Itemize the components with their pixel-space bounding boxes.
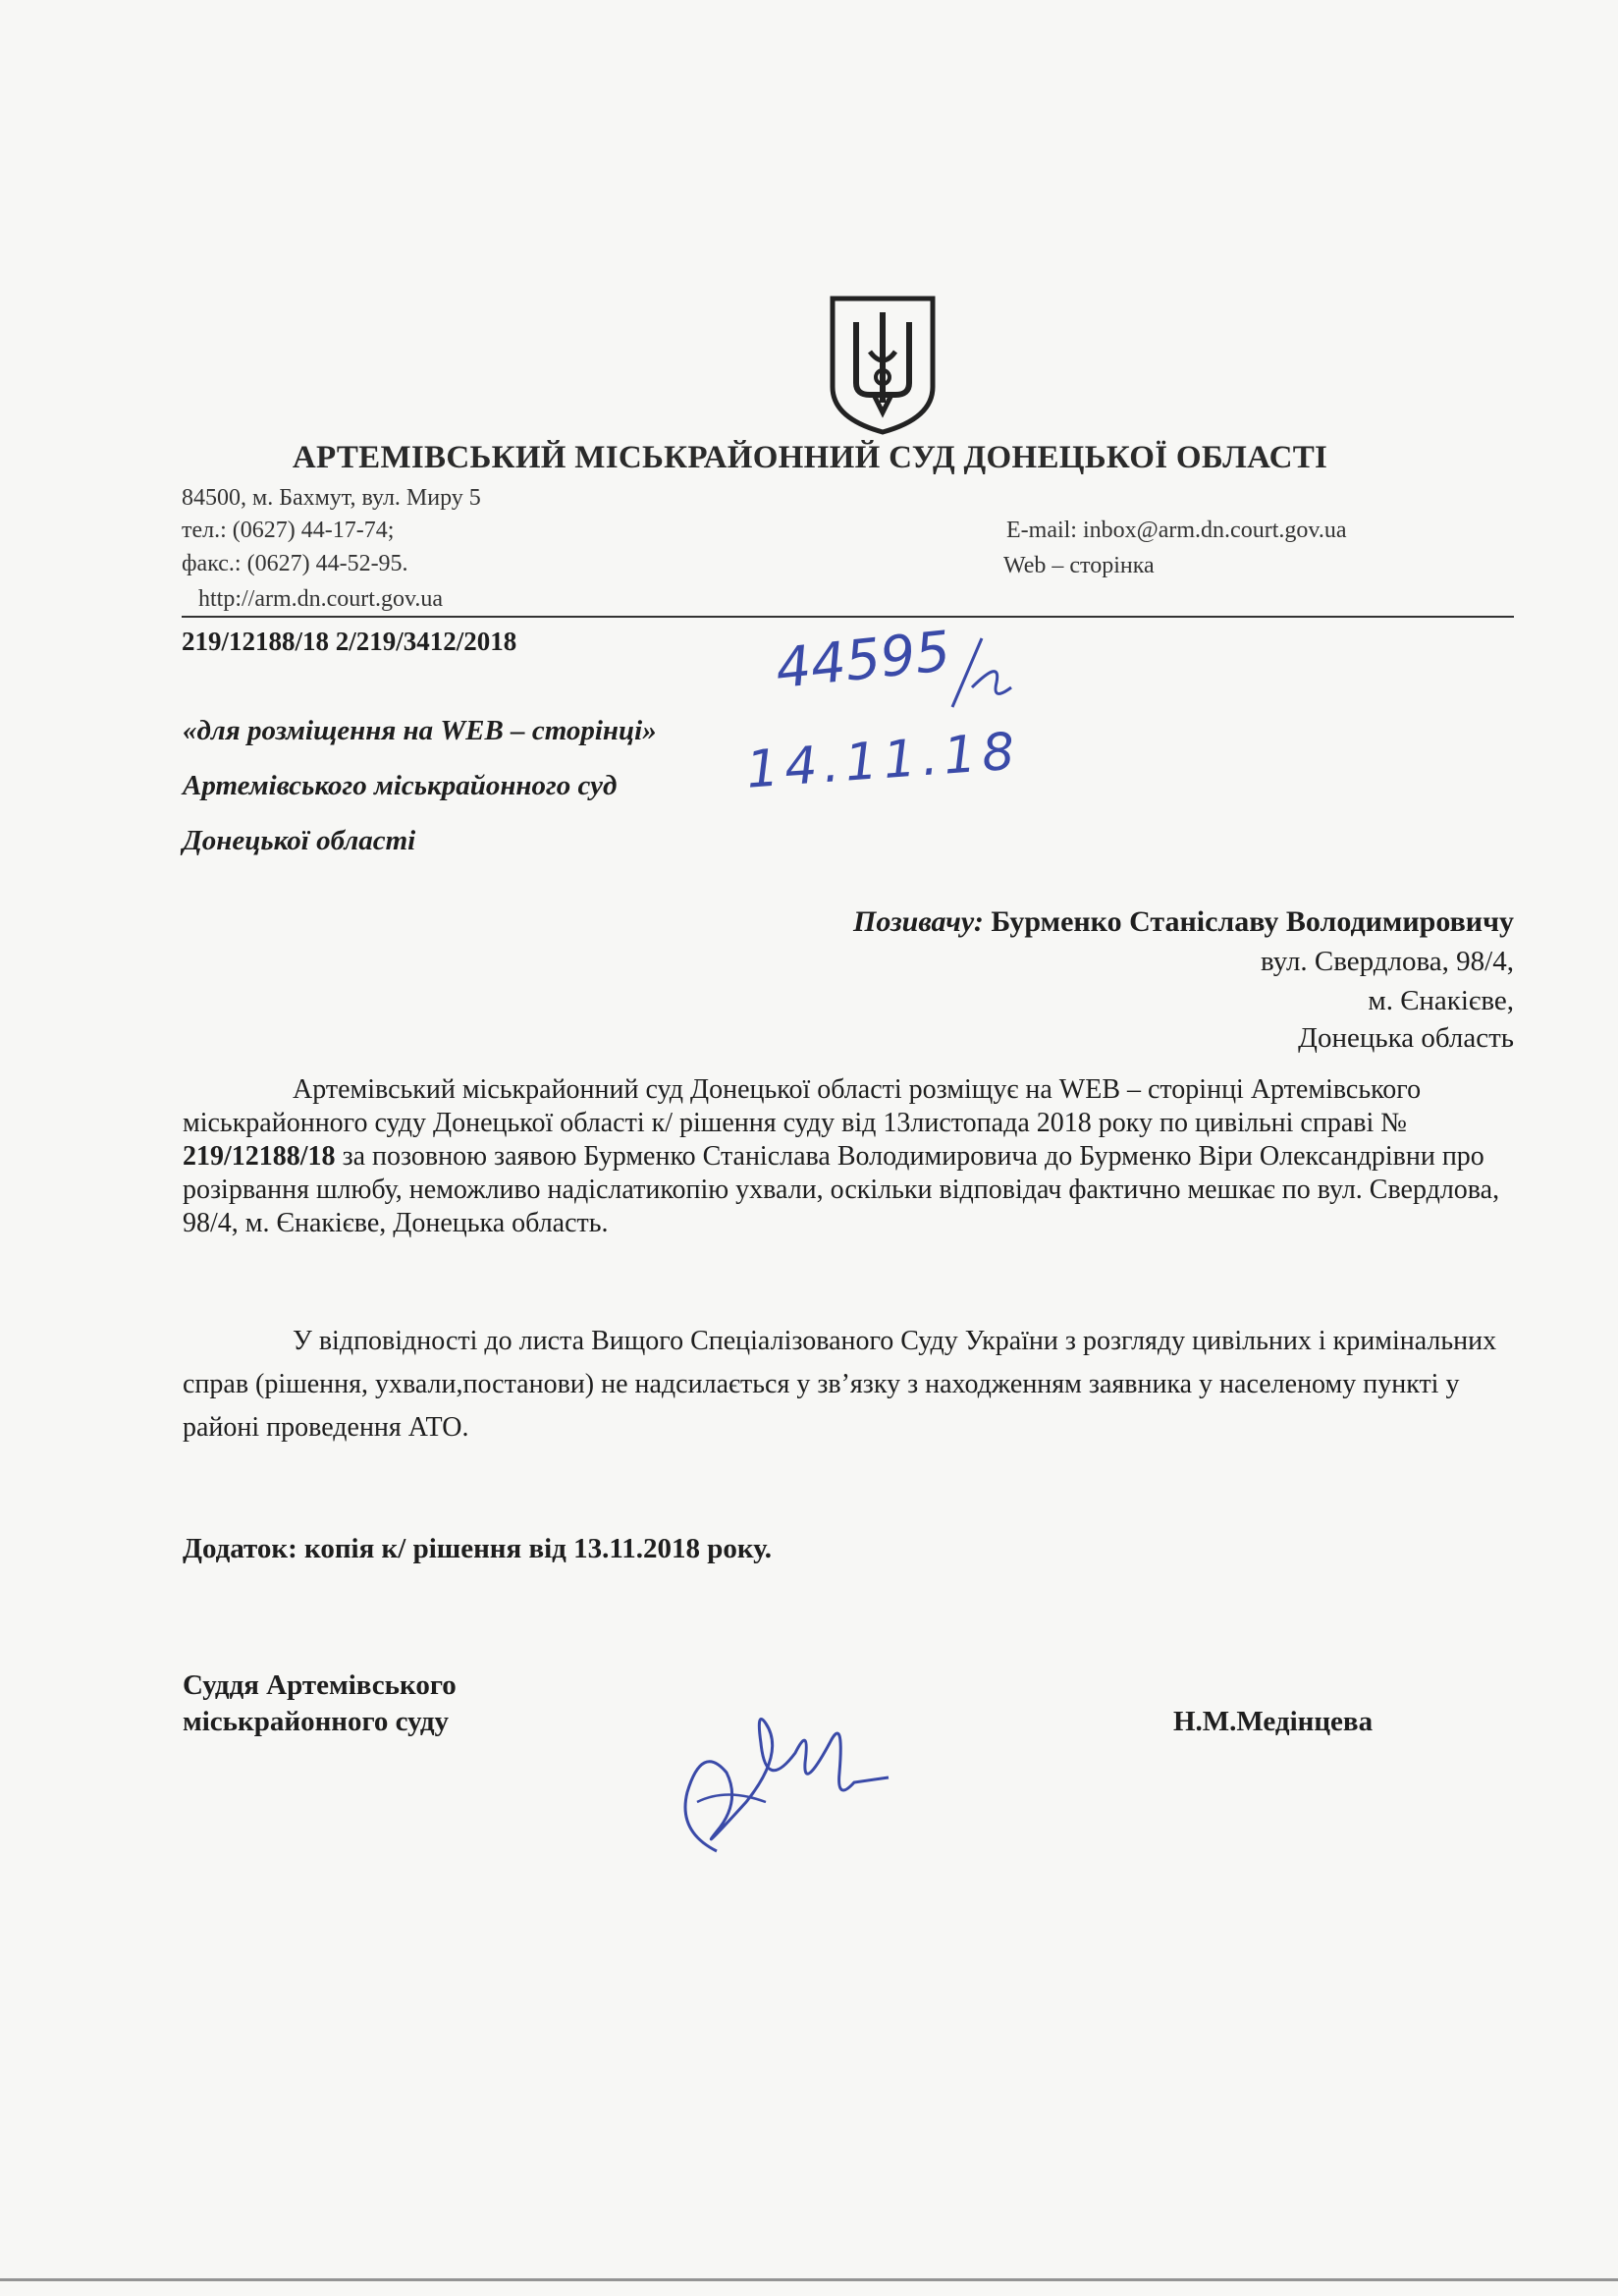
court-email: E-mail: inbox@arm.dn.court.gov.ua <box>1006 518 1347 543</box>
recipient-name: Бурменко Станіславу Володимировичу <box>991 905 1514 938</box>
handwritten-initials-icon <box>943 629 1031 717</box>
handwritten-date: 14.11.18 <box>744 722 1023 800</box>
header-divider <box>182 616 1514 618</box>
body-text-1b: за позовною заявою Бурменко Станіслава Володимировича до Бурменко Віри Олександрівни про розірвання шлюбу, неможливо надіслатикопію ухвали, оскільки відповідач фактично мешкає по вул. Свердлова, 98/4, м. Єнакієве, Донецька область. <box>183 1141 1500 1238</box>
court-address: 84500, м. Бахмут, вул. Миру 5 <box>182 485 481 511</box>
recipient-region: Донецька область <box>1298 1022 1514 1054</box>
court-phone: тел.: (0627) 44-17-74; <box>182 518 395 543</box>
recipient-city: м. Єнакієве, <box>1368 985 1514 1016</box>
recipient-street: вул. Свердлова, 98/4, <box>1261 946 1514 977</box>
attachment-note: Додаток: копія к/ рішення від 13.11.2018 року. <box>183 1533 773 1564</box>
body-paragraph-1 <box>183 1073 1514 1240</box>
body-text-2: У відповідності до листа Вищого Спеціалізованого Суду України з розгляду цивільних і кримінальних справ (рішення, ухвали,постанови) не надсилається у зв’язку з находженням заявника у населеному пункті у районі проведення АТО. <box>183 1326 1497 1443</box>
court-website: http://arm.dn.court.gov.ua <box>198 586 444 612</box>
placement-line-2: Артемівського міськрайонного суд <box>183 770 618 801</box>
handwritten-reg-number: 44595 <box>773 619 954 702</box>
recipient-line <box>853 905 1514 939</box>
signature-title-line-2: міськрайонного суду <box>183 1706 450 1737</box>
body-paragraph-2 <box>183 1320 1514 1449</box>
judge-name: Н.М.Медінцева <box>1173 1706 1374 1737</box>
case-number: 219/12188/18 2/219/3412/2018 <box>182 627 517 656</box>
scan-edge-line <box>0 2278 1618 2281</box>
placement-line-1: «для розміщення на WEB – сторінці» <box>183 715 657 746</box>
body-text-1a: Артемівський міськрайонний суд Донецької області розміщує на WEB – сторінці Артемівського міськрайонного суду Донецької області к/ рішення суду від 13листопада 2018 року по цивільні справі № <box>183 1074 1422 1138</box>
recipient-label: Позивачу: <box>853 905 984 938</box>
web-page-label: Web – сторінка <box>1003 553 1155 578</box>
body-case-number: 219/12188/18 <box>183 1141 336 1172</box>
placement-line-3: Донецької області <box>183 825 416 856</box>
trident-emblem-icon <box>827 293 939 436</box>
signature-title-line-1: Суддя Артемівського <box>183 1669 457 1701</box>
court-name: АРТЕМІВСЬКИЙ МІСЬКРАЙОННИЙ СУД ДОНЕЦЬКОЇ ОБЛАСТІ <box>292 440 1328 475</box>
handwritten-signature-icon <box>658 1684 893 1871</box>
court-fax: факс.: (0627) 44-52-95. <box>182 551 408 576</box>
